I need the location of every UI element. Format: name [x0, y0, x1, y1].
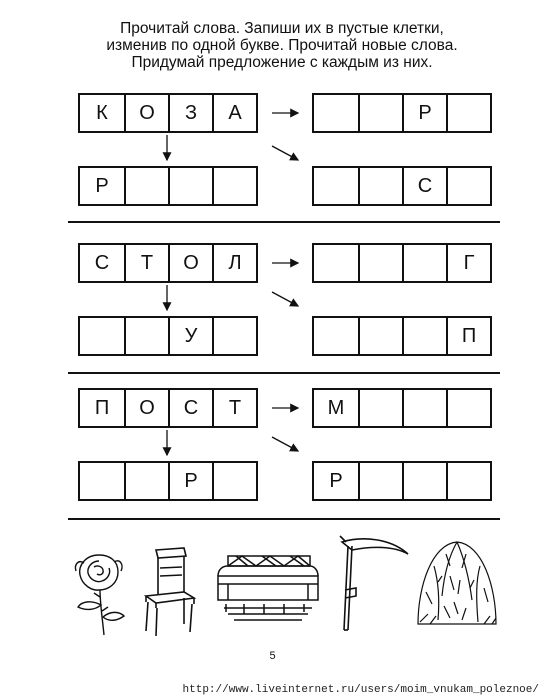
- letter-cell[interactable]: Р: [402, 95, 446, 131]
- section-divider: [68, 372, 500, 374]
- letter-cell[interactable]: [446, 463, 490, 499]
- answer-grid-right-bottom-3[interactable]: [312, 461, 492, 501]
- letter-cell[interactable]: [358, 390, 402, 426]
- letter-cell[interactable]: [124, 168, 168, 204]
- letter-cell: С: [94, 251, 110, 274]
- answer-grid-right-bottom-2[interactable]: [312, 316, 492, 356]
- letter-cell[interactable]: [402, 390, 446, 426]
- letter-cell: С: [168, 390, 212, 426]
- letter-cell[interactable]: [124, 463, 168, 499]
- source-word-grid-3: [78, 388, 258, 428]
- letter-cell[interactable]: [358, 168, 402, 204]
- letter-cell[interactable]: М: [327, 396, 345, 419]
- answer-grid-right-top-3[interactable]: [312, 388, 492, 428]
- letter-cell[interactable]: [358, 463, 402, 499]
- letter-cell: З: [168, 95, 212, 131]
- bridge-icon: [214, 548, 322, 628]
- instructions: [62, 20, 502, 71]
- letter-cell: Т: [212, 390, 256, 426]
- letter-cell: О: [124, 390, 168, 426]
- instruction-line: изменив по одной букве. Прочитай новые слова.: [106, 37, 458, 54]
- letter-cell[interactable]: [212, 318, 256, 354]
- letter-cell[interactable]: [124, 318, 168, 354]
- letter-cell: О: [168, 245, 212, 281]
- letter-cell[interactable]: [446, 95, 490, 131]
- letter-cell[interactable]: [402, 463, 446, 499]
- letter-cell[interactable]: [402, 245, 446, 281]
- letter-cell[interactable]: [402, 318, 446, 354]
- letter-cell[interactable]: [212, 463, 256, 499]
- letter-cell[interactable]: [80, 318, 124, 354]
- letter-cell[interactable]: [446, 168, 490, 204]
- letter-cell[interactable]: [358, 245, 402, 281]
- letter-cell: П: [94, 396, 110, 419]
- letter-cell[interactable]: [314, 245, 358, 281]
- scythe-icon: [332, 532, 414, 636]
- letter-cell[interactable]: [358, 95, 402, 131]
- letter-cell[interactable]: Р: [329, 469, 343, 492]
- answer-grid-bottom-left-2[interactable]: [78, 316, 258, 356]
- letter-cell[interactable]: [314, 318, 358, 354]
- page-number: 5: [269, 650, 276, 662]
- letter-cell[interactable]: [446, 390, 490, 426]
- letter-cell[interactable]: [168, 168, 212, 204]
- arrow-diagonal: [272, 292, 298, 306]
- letter-cell[interactable]: [212, 168, 256, 204]
- letter-cell[interactable]: Г: [446, 245, 490, 281]
- letter-cell[interactable]: С: [402, 168, 446, 204]
- letter-cell[interactable]: П: [446, 318, 490, 354]
- arrow-diagonal: [272, 437, 298, 451]
- source-word-grid-1: [78, 93, 258, 133]
- answer-grid-bottom-left-1[interactable]: [78, 166, 258, 206]
- answer-grid-right-top-2[interactable]: [312, 243, 492, 283]
- answer-grid-right-bottom-1[interactable]: [312, 166, 492, 206]
- letter-cell[interactable]: [358, 318, 402, 354]
- letter-cell: О: [124, 95, 168, 131]
- letter-cell[interactable]: [314, 95, 358, 131]
- letter-cell: К: [96, 101, 108, 124]
- chair-icon: [140, 546, 200, 638]
- footer-url[interactable]: http://www.liveinternet.ru/users/moim_vnukam_poleznoe/: [182, 684, 539, 696]
- section-divider: [68, 221, 500, 223]
- source-word-grid-2: [78, 243, 258, 283]
- section-divider: [68, 518, 500, 520]
- answer-grid-right-top-1[interactable]: [312, 93, 492, 133]
- letter-cell: Л: [212, 245, 256, 281]
- arrow-diagonal: [272, 146, 298, 160]
- rose-icon: [64, 545, 134, 640]
- haystack-icon: [414, 536, 500, 632]
- letter-cell: А: [212, 95, 256, 131]
- letter-cell[interactable]: Р: [168, 463, 212, 499]
- answer-grid-bottom-left-3[interactable]: [78, 461, 258, 501]
- letter-cell[interactable]: [314, 168, 358, 204]
- instruction-line: Придумай предложение с каждым из них.: [131, 54, 433, 71]
- letter-cell[interactable]: Р: [95, 174, 109, 197]
- letter-cell: Т: [124, 245, 168, 281]
- letter-cell[interactable]: [80, 463, 124, 499]
- instruction-line: Прочитай слова. Запиши их в пустые клетки,: [120, 20, 444, 37]
- letter-cell[interactable]: У: [168, 318, 212, 354]
